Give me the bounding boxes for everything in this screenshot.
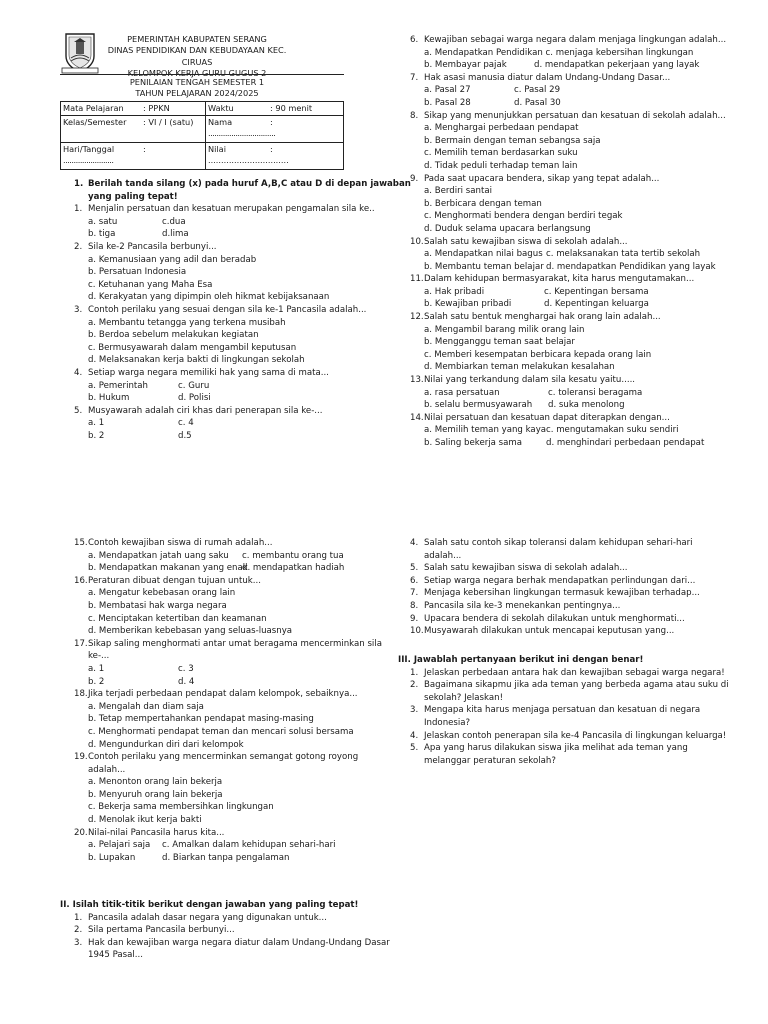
option: b. 2 xyxy=(88,430,105,441)
date-value: : xyxy=(143,144,146,154)
question-3: Contoh perilaku yang sesuai dengan sila ke-1 Pancasila adalah... xyxy=(88,304,367,315)
letterhead-divider xyxy=(60,74,344,75)
question-7: Hak asasi manusia diatur dalam Undang-Undang Dasar... xyxy=(424,72,671,83)
fill-question-4-continued: adalah... xyxy=(424,550,462,561)
option: b. Berdoa sebelum melakukan kegiatan xyxy=(88,330,259,341)
subject-label: Mata Pelajaran xyxy=(63,103,124,113)
question-11: Dalam kehidupan bermasyarakat, kita harus mengutamakan... xyxy=(424,274,695,285)
question-20: Nilai-nilai Pancasila harus kita... xyxy=(88,827,225,838)
fill-question-4: Salah satu contoh sikap toleransi dalam kehidupan sehari-hari xyxy=(424,538,693,548)
fill-question-7: Menjaga kebersihan lingkungan termasuk kewajiban terhadap... xyxy=(424,588,700,599)
fill-question-1: Pancasila adalah dasar negara yang digunakan untuk... xyxy=(88,912,327,923)
q-number: 9. xyxy=(410,173,419,184)
questions-6-14 xyxy=(410,34,730,450)
q-number: 3. xyxy=(74,304,83,315)
q-number: 7. xyxy=(410,72,419,83)
option: d. Duduk selama upacara berlangsung xyxy=(424,223,591,234)
time-label: Waktu xyxy=(208,103,234,113)
q-number: 20. xyxy=(74,827,88,838)
student-info-table xyxy=(60,101,344,170)
section-1-instructions xyxy=(74,178,411,442)
fill-question-10: Musyawarah dilakukan untuk mencapai keputusan yang... xyxy=(424,626,675,637)
q-number: 5. xyxy=(410,743,419,754)
option: b. selalu bermusyawarah xyxy=(424,400,533,411)
option: c. Kepentingan bersama xyxy=(544,286,649,297)
q-number: 8. xyxy=(410,110,419,121)
question-1: Menjalin persatuan dan kesatuan merupakan pengamalan sila ke.. xyxy=(88,204,375,215)
q-number: 14. xyxy=(410,412,424,423)
q-number: 5. xyxy=(410,563,419,574)
subject-value: : PPKN xyxy=(143,103,170,113)
option: c. Menciptakan ketertiban dan keamanan xyxy=(88,613,267,624)
question-8: Sikap yang menunjukkan persatuan dan kesatuan di sekolah adalah... xyxy=(424,110,726,121)
q-number: 12. xyxy=(410,312,424,323)
option: d. Mengundurkan diri dari kelompok xyxy=(88,739,244,750)
name-label: Nama xyxy=(208,117,233,127)
option: a. Pelajari saja xyxy=(88,840,151,851)
question-10: Salah satu kewajiban siswa di sekolah adalah... xyxy=(424,236,628,247)
essay-question-2-continued: sekolah? Jelaskan! xyxy=(424,692,504,703)
option: a. Menghargai perbedaan pendapat xyxy=(424,123,579,134)
option: a. Mengatur kebebasan orang lain xyxy=(88,588,236,599)
option: b. Mengganggu teman saat belajar xyxy=(424,337,575,348)
option: c. Memilih teman berdasarkan suku xyxy=(424,148,578,159)
option: d.5 xyxy=(178,430,192,441)
option: a. Mendapatkan nilai bagus xyxy=(424,249,543,260)
fill-question-3-continued: 1945 Pasal... xyxy=(88,950,143,961)
question-17-continued: ke-... xyxy=(88,651,110,662)
option: a. Kemanusiaan yang adil dan beradab xyxy=(88,254,257,265)
section-1-title-line-1: Berilah tanda silang (x) pada huruf A,B,C atau D di depan jawaban xyxy=(88,179,411,189)
q-number: 19. xyxy=(74,752,88,763)
option: d. mendapatkan pekerjaan yang layak xyxy=(534,60,700,71)
government-line: PEMERINTAH KABUPATEN SERANG xyxy=(127,34,267,44)
q-number: 1. xyxy=(74,912,83,923)
fill-question-9: Upacara bendera di sekolah dilakukan untuk menghormati... xyxy=(424,613,685,624)
option: c. Memberi kesempatan berbicara kepada orang lain xyxy=(424,349,652,360)
q-number: 17. xyxy=(74,638,88,649)
option: b. Berbicara dengan teman xyxy=(424,198,542,209)
option: a. Menonton orang lain bekerja xyxy=(88,777,223,788)
q-number: 18. xyxy=(74,689,88,700)
question-2: Sila ke-2 Pancasila berbunyi... xyxy=(88,241,217,252)
name-blank[interactable]: ................................ xyxy=(208,128,276,138)
score-value: : ............................... xyxy=(208,144,289,165)
option: d. Kepentingan keluarga xyxy=(544,299,649,310)
q-number: 2. xyxy=(410,680,419,691)
option: b. Mendapatkan makanan yang enak xyxy=(88,563,248,574)
option: a. 1 xyxy=(88,663,105,674)
option: c. 4 xyxy=(178,418,194,429)
q-number: 6. xyxy=(410,575,419,586)
option: b. Lupakan xyxy=(88,852,136,863)
option: c. Bekerja sama membersihkan lingkungan xyxy=(88,802,274,813)
option: b. Bermain dengan teman sebangsa saja xyxy=(424,135,601,146)
essay-question-3-continued: Indonesia? xyxy=(424,717,471,728)
option: d. suka menolong xyxy=(548,400,625,411)
q-number: 5. xyxy=(74,405,83,416)
section-2-title: II. Isilah titik-titik berikut dengan jawaban yang paling tepat! xyxy=(60,900,359,910)
option: c. Guru xyxy=(178,380,210,391)
option: c. toleransi beragama xyxy=(548,387,643,398)
question-13: Nilai yang terkandung dalam sila kesatu yaitu..... xyxy=(424,375,636,386)
question-19: Contoh perilaku yang mencerminkan semangat gotong royong xyxy=(88,752,359,763)
option: a. Berdiri santai xyxy=(424,186,493,197)
section-3-title: III. Jawablah pertanyaan berikut ini dengan benar! xyxy=(398,655,644,665)
essay-question-2: Bagaimana sikapmu jika ada teman yang berbeda agama atau suku di xyxy=(424,680,729,691)
q-number: 4. xyxy=(410,538,419,548)
group-line: KELOMPOK KERJA GURU GUGUS 2 xyxy=(127,68,267,79)
option: a. Pasal 27 xyxy=(424,85,471,96)
fill-question-5: Salah satu kewajiban siswa di sekolah adalah... xyxy=(424,563,628,574)
option: d. 4 xyxy=(178,676,195,687)
option: b. 2 xyxy=(88,676,105,687)
option: d. Biarkan tanpa pengalaman xyxy=(162,852,290,863)
section-1-title-line-2: yang paling tepat! xyxy=(88,191,178,202)
option: d. Polisi xyxy=(178,393,211,404)
essay-question-3: Mengapa kita harus menjaga persatuan dan kesatuan di negara xyxy=(424,705,701,716)
option: d. Kerakyatan yang dipimpin oleh hikmat kebijaksanaan xyxy=(88,292,330,303)
option: d. Menolak ikut kerja bakti xyxy=(88,815,202,826)
department-line: DINAS PENDIDIKAN DAN KEBUDAYAAN KEC. CIRUAS xyxy=(107,45,287,67)
option: d. Melaksanakan kerja bakti di lingkungan sekolah xyxy=(88,355,305,366)
q-number: 2. xyxy=(74,925,83,936)
option: c. Menghormati bendera dengan berdiri tegak xyxy=(424,211,623,222)
option: c. Pasal 29 xyxy=(514,85,561,96)
option: a. Mendapatkan jatah uang saku xyxy=(88,550,229,561)
option: a. 1 xyxy=(88,418,105,429)
question-15: Contoh kewajiban siswa di rumah adalah... xyxy=(88,538,273,548)
option: b. Tetap mempertahankan pendapat masing-masing xyxy=(88,714,314,725)
option: b. Pasal 28 xyxy=(424,97,471,108)
q-number: 7. xyxy=(410,588,419,599)
fill-question-2: Sila pertama Pancasila berbunyi... xyxy=(88,925,235,936)
q-number: 10. xyxy=(410,626,424,637)
q-number: 6. xyxy=(410,35,419,45)
option: c. Ketuhanan yang Maha Esa xyxy=(88,279,213,290)
q-number: 11. xyxy=(410,274,424,285)
class-value: : VI / I (satu) xyxy=(143,117,194,127)
option: a. Memilih teman yang kaya xyxy=(424,425,547,436)
option: a. Membantu tetangga yang terkena musibah xyxy=(88,317,286,328)
essay-question-5: Apa yang harus dilakukan siswa jika melihat ada teman yang xyxy=(424,743,688,754)
time-value: : 90 menit xyxy=(270,103,313,113)
option: c. Amalkan dalam kehidupan sehari-hari xyxy=(162,840,336,851)
date-label: Hari/Tanggal xyxy=(63,144,115,154)
exam-name: PENILAIAN TENGAH SEMESTER 1 xyxy=(129,77,265,87)
section-3 xyxy=(398,654,738,767)
regency-logo xyxy=(60,30,100,74)
option: c. mengutamakan suku sendiri xyxy=(546,425,679,436)
q-number: 1. xyxy=(410,667,419,678)
option: a. Mengalah dan diam saja xyxy=(88,701,204,712)
option: c. Bermusyawarah dalam mengambil keputusan xyxy=(88,342,297,353)
option: c. melaksanakan tata tertib sekolah xyxy=(546,249,701,260)
option: d. Tidak peduli terhadap teman lain xyxy=(424,160,578,171)
essay-question-5-continued: melanggar peraturan sekolah? xyxy=(424,755,556,766)
date-blank[interactable]: ........................ xyxy=(63,155,114,165)
question-5: Musyawarah adalah ciri khas dari penerapan sila ke-... xyxy=(88,405,323,416)
option: c. 3 xyxy=(178,663,194,674)
q-number: 8. xyxy=(410,600,419,611)
q-number: 9. xyxy=(410,613,419,624)
option: c. Menghormati pendapat teman dan mencari solusi bersama xyxy=(88,726,354,737)
q-number: 4. xyxy=(410,730,419,741)
option: a. Pemerintah xyxy=(88,380,149,391)
option: d. mendapatkan Pendidikan yang layak xyxy=(546,261,716,272)
question-12: Salah satu bentuk menghargai hak orang lain adalah... xyxy=(424,312,661,323)
option: d. Membiarkan teman melakukan kesalahan xyxy=(424,362,615,373)
option: a. rasa persatuan xyxy=(424,387,500,398)
option: a. Mendapatkan Pendidikan c. menjaga kebersihan lingkungan xyxy=(424,47,694,58)
letterhead xyxy=(104,34,290,80)
option: b. Membantu teman belajar xyxy=(424,261,544,272)
option: b. Membatasi hak warga negara xyxy=(88,600,227,611)
question-14: Nilai persatuan dan kesatuan dapat diterapkan dengan... xyxy=(424,412,670,423)
option: d. mendapatkan hadiah xyxy=(242,563,345,574)
option: d. Memberikan kebebasan yang seluas-luasnya xyxy=(88,626,293,637)
option: b. Kewajiban pribadi xyxy=(424,299,512,310)
option: a. satu xyxy=(88,216,118,227)
option: c. membantu orang tua xyxy=(242,550,344,561)
q-number: 3. xyxy=(410,705,419,716)
option: b. Menyuruh orang lain bekerja xyxy=(88,789,223,800)
option: b. Persatuan Indonesia xyxy=(88,267,187,278)
option: a. Hak pribadi xyxy=(424,286,485,297)
option: c.dua xyxy=(162,216,186,227)
question-19-continued: adalah... xyxy=(88,764,126,775)
essay-question-1: Jelaskan perbedaan antara hak dan kewajiban sebagai warga negara! xyxy=(424,667,725,678)
question-9: Pada saat upacara bendera, sikap yang tepat adalah... xyxy=(424,173,660,184)
option: b. Membayar pajak xyxy=(424,60,507,71)
q-number: 16. xyxy=(74,575,88,586)
option: d.lima xyxy=(162,229,189,240)
q-number: 13. xyxy=(410,375,424,386)
questions-15-20 xyxy=(74,537,382,864)
question-18: Jika terjadi perbedaan pendapat dalam kelompok, sebaiknya... xyxy=(88,689,358,700)
question-16: Peraturan dibuat dengan tujuan untuk... xyxy=(88,575,261,586)
q-number: 3. xyxy=(74,937,83,948)
q-number: 2. xyxy=(74,241,83,252)
section-2 xyxy=(60,899,390,962)
question-6: Kewajiban sebagai warga negara dalam menjaga lingkungan adalah... xyxy=(424,35,727,45)
option: d. Pasal 30 xyxy=(514,97,561,108)
option: b. tiga xyxy=(88,229,116,240)
school-year: TAHUN PELAJARAN 2024/2025 xyxy=(135,88,259,99)
q-number: 4. xyxy=(74,367,83,378)
option: b. Hukum xyxy=(88,393,130,404)
question-4: Setiap warga negara memiliki hak yang sama di mata... xyxy=(88,367,329,378)
essay-question-4: Jelaskan contoh penerapan sila ke-4 Pancasila di lingkungan keluarga! xyxy=(424,730,727,741)
section-1-number: 1. xyxy=(74,179,84,189)
question-17: Sikap saling menghormati antar umat beragama mencerminkan sila xyxy=(88,638,382,649)
option: a. Mengambil barang milik orang lain xyxy=(424,324,585,335)
q-number: 1. xyxy=(74,204,83,215)
fill-question-6: Setiap warga negara berhak mendapatkan perlindungan dari... xyxy=(424,575,696,586)
fill-question-8: Pancasila sila ke-3 menekankan pentingnya... xyxy=(424,600,621,611)
section-2-continued xyxy=(410,537,730,638)
exam-title xyxy=(104,77,290,100)
fill-question-3: Hak dan kewajiban warga negara diatur dalam Undang-Undang Dasar xyxy=(88,937,390,948)
class-label: Kelas/Semester xyxy=(63,117,127,127)
q-number: 15. xyxy=(74,538,88,548)
name-value: : xyxy=(270,117,273,127)
score-label: Nilai xyxy=(208,144,226,154)
option: d. menghindari perbedaan pendapat xyxy=(546,438,705,448)
option: b. Saling bekerja sama xyxy=(424,438,523,448)
q-number: 10. xyxy=(410,236,424,247)
